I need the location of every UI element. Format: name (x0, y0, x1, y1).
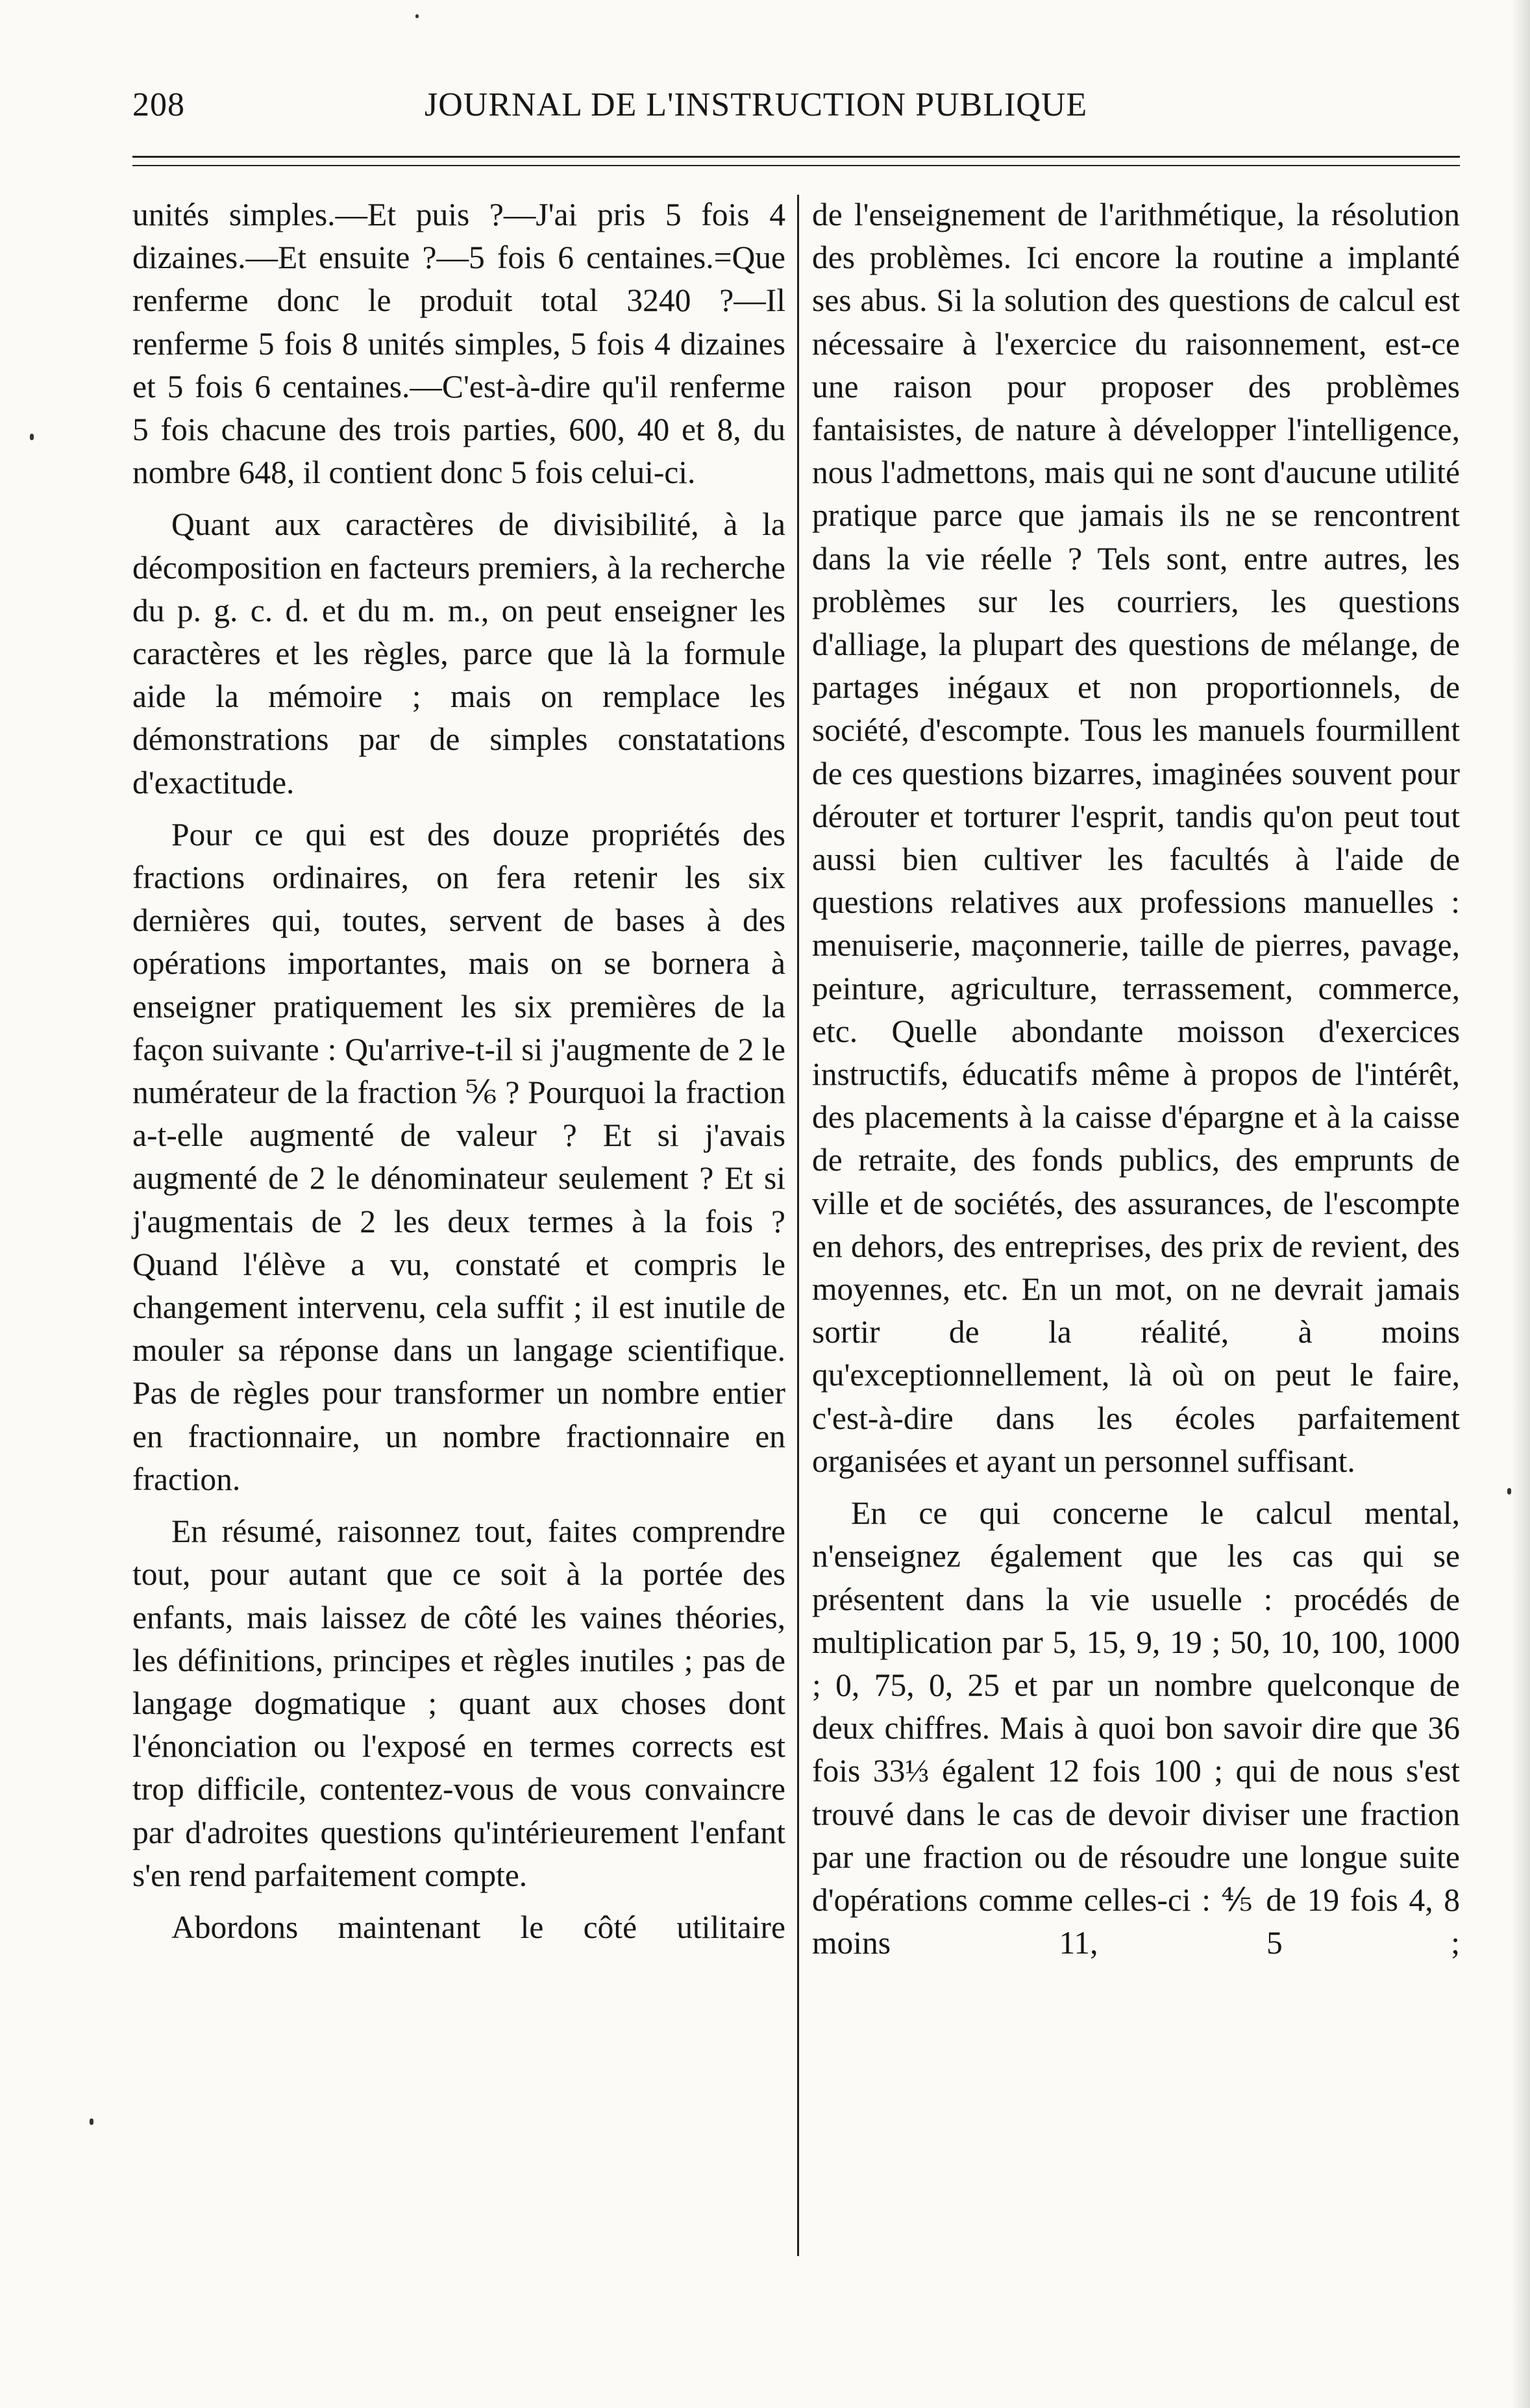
header-rule-top (132, 156, 1460, 158)
page-header (132, 86, 1197, 138)
margin-speck (415, 14, 419, 18)
page-number: 208 (132, 86, 185, 123)
column-divider (797, 195, 799, 2256)
paragraph: En ce qui concerne le calcul mental, n'enseignez également que les cas qui se présentent dans la vie usuelle : procédés de multiplication par 5, 15, 9, 19 ; 50, 10, 100, 1000 ; 0, 75, 0, 25 et par un nombre quelconque de deux chiffres. Mais à quoi bon savoir dire que 36 fois 33⅓ égalent 12 fois 100 ; qui de nous s'est trouvé dans le cas de devoir diviser une fraction par une fraction ou de résoudre une longue suite d'opérations comme celles-ci : ⅘ de 19 fois 4, 8 moins 11, 5 ; (812, 1495, 1460, 1961)
paragraph: En résumé, raisonnez tout, faites comprendre tout, pour autant que ce soit à la portée des enfants, mais laissez de côté les vaines théories, les définitions, principes et règles inutiles ; pas de langage dogmatique ; quant aux choses dont l'énonciation ou l'exposé en termes corrects est trop difficile, contentez-vous de vous convaincre par d'adroites questions qu'intérieurement l'enfant s'en rend parfaitement compte. (132, 1513, 785, 1893)
paragraph: Quant aux caractères de divisibilité, à la décomposition en facteurs premiers, à la recherche du p. g. c. d. et du m. m., on peut enseigner les caractères et les règles, parce que là la formule aide la mémoire ; mais on remplace les démonstrations par de simples constatations d'exactitude. (132, 506, 785, 801)
header-rule-bottom (132, 165, 1460, 166)
right-column (812, 193, 1460, 1965)
paragraph: Abordons maintenant le côté utilitaire (171, 1909, 785, 1945)
paragraph: Pour ce qui est des douze propriétés des fractions ordinaires, on fera retenir les six dernières qui, toutes, servent de bases à des opérations importantes, mais on se bornera à enseigner pratiquement les six premières de la façon suivante : Qu'arrive-t-il si j'augmente de 2 le numérateur de la fraction ⅚ ? Pourquoi la fraction a-t-elle augmenté de valeur ? Et si j'avais augmenté de 2 le dénominateur seulement ? Et si j'augmentais de 2 les deux termes à la fois ? Quand l'élève a vu, constaté et compris le changement intervenu, cela suffit ; il est inutile de mouler sa réponse dans un langage scientifique. Pas de règles pour transformer un nombre entier en fractionnaire, un nombre fractionnaire en fraction. (132, 816, 785, 1497)
left-column (132, 193, 785, 1949)
paragraph: unités simples.—Et puis ?—J'ai pris 5 fois 4 dizaines.—Et ensuite ?—5 fois 6 centaines.=Que renferme donc le produit total 3240 ?—Il renferme 5 fois 8 unités simples, 5 fois 4 dizaines et 5 fois 6 centaines.—C'est-à-dire qu'il renferme 5 fois chacune des trois parties, 600, 40 et 8, du nombre 648, il contient donc 5 fois celui-ci. (132, 197, 785, 491)
running-title: JOURNAL DE L'INSTRUCTION PUBLIQUE (425, 86, 1088, 123)
margin-speck (90, 2118, 93, 2125)
margin-speck (30, 434, 34, 440)
paragraph: de l'enseignement de l'arithmétique, la résolution des problèmes. Ici encore la routine a implanté ses abus. Si la solution des questions de calcul est nécessaire à l'exercice du raisonnement, est-ce une raison pour proposer des problèmes fantaisistes, de nature à développer l'intelligence, nous l'admettons, mais qui ne sont d'aucune utilité pratique parce que jamais ils ne se rencontrent dans la vie réelle ? Tels sont, entre autres, les problèmes sur les courriers, les questions d'alliage, la plupart des questions de mélange, de partages inégaux et non proportionnels, de société, d'escompte. Tous les manuels fourmillent de ces questions bizarres, imaginées souvent pour dérouter et torturer l'esprit, tandis qu'on peut tout aussi bien cultiver les facultés à l'aide de questions relatives aux professions manuelles : menuiserie, maçonnerie, taille de pierres, pavage, peinture, agriculture, terrassement, commerce, etc. Quelle abondante moisson d'exercices instructifs, éducatifs même à propos de l'intérêt, des placements à la caisse d'épargne et à la caisse de retraite, des fonds publics, des emprunts de ville et de sociétés, des assurances, de l'escompte en dehors, des entreprises, des prix de revient, des moyennes, etc. En un mot, on ne devrait jamais sortir de la réalité, à moins qu'exceptionnellement, là où on peut le faire, c'est-à-dire dans les écoles parfaitement organisées et ayant un personnel suffisant. (812, 197, 1460, 1479)
page-edge-shadow (1512, 0, 1530, 2408)
margin-speck (1507, 1488, 1511, 1495)
